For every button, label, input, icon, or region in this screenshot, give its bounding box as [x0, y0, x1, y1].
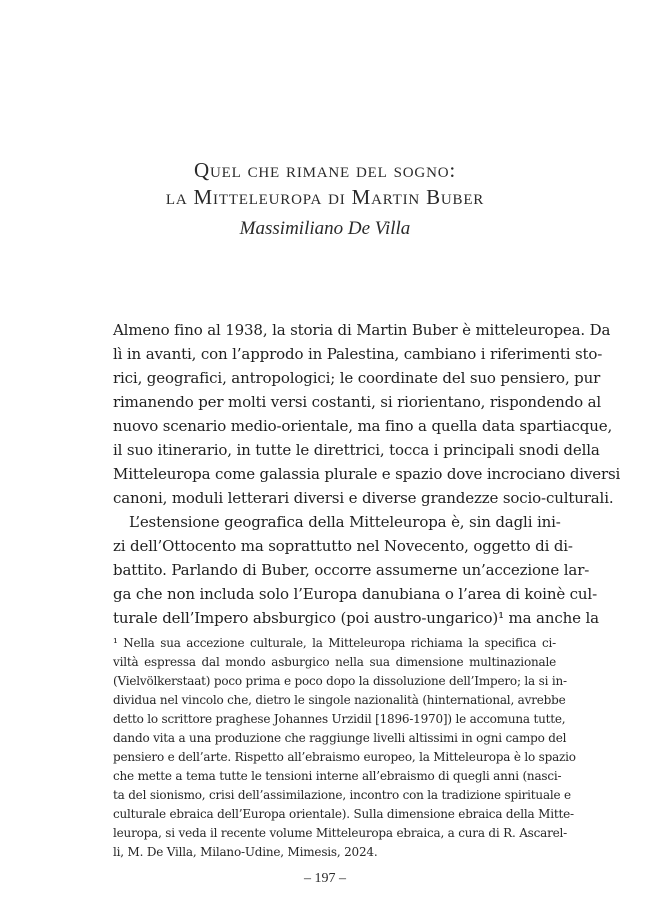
body-line: canoni, moduli letterari diversi e diverse grandezze socio-culturali.	[113, 489, 614, 507]
body-line: turale dell’Impero absburgico (poi austro-ungarico)¹ ma anche la	[113, 609, 599, 627]
footnote-line: li, M. De Villa, Milano-Udine, Mimesis, 2024.	[113, 845, 378, 859]
footnote-line: dividua nel vincolo che, dietro le singole nazionalità (hinternational, avrebbe	[113, 693, 566, 707]
body-line: L’estensione geografica della Mitteleuropa è, sin dagli ini-	[129, 513, 561, 531]
body-line: zi dell’Ottocento ma soprattutto nel Novecento, oggetto di di-	[113, 537, 573, 555]
footnote-line: ta del sionismo, crisi dell’assimilazione, incontro con la tradizione spirituale e	[113, 788, 571, 802]
footnote-line: viltà espressa dal mondo asburgico nella sua dimensione multinazionale	[113, 655, 556, 669]
body-line: Mitteleuropa come galassia plurale e spazio dove incrociano diversi	[113, 465, 621, 483]
page-number: – 197 –	[304, 871, 346, 886]
body-line: ga che non includa solo l’Europa danubiana o l’area di koinè cul-	[113, 585, 597, 603]
footnote-line: culturale ebraica dell’Europa orientale). Sulla dimensione ebraica della Mitte-	[113, 807, 574, 821]
body-line: rimanendo per molti versi costanti, si riorientano, rispondendo al	[113, 393, 602, 411]
body-line: rici, geografici, antropologici; le coordinate del suo pensiero, pur	[113, 369, 601, 387]
footnote-line: dando vita a una produzione che raggiunge livelli altissimi in ogni campo del	[113, 731, 567, 745]
footnote-line: ¹ Nella sua accezione culturale, la Mitteleuropa richiama la specifica ci-	[113, 636, 556, 650]
chapter-title-line-1: Quel che rimane del sogno:	[194, 158, 456, 182]
chapter-author: Massimiliano De Villa	[239, 218, 411, 239]
footnote-line: detto lo scrittore praghese Johannes Urzidil [1896-1970]) le accomuna tutte,	[113, 712, 566, 726]
footnote-line: pensiero e dell’arte. Rispetto all’ebraismo europeo, la Mitteleuropa è lo spazio	[113, 750, 576, 764]
body-line: battito. Parlando di Buber, occorre assumerne un’accezione lar-	[113, 561, 590, 579]
footnote-line: leuropa, si veda il recente volume Mitteleuropa ebraica, a cura di R. Ascarel-	[113, 826, 568, 840]
footnote-line: che mette a tema tutte le tensioni interne all’ebraismo di quegli anni (nasci-	[113, 769, 562, 783]
body-line: nuovo scenario medio-orientale, ma fino a quella data spartiacque,	[113, 417, 613, 435]
footnote-line: (Vielvölkerstaat) poco prima e poco dopo la dissoluzione dell’Impero; la si in-	[113, 674, 567, 688]
body-line: il suo itinerario, in tutte le direttrici, tocca i principali snodi della	[113, 441, 600, 459]
chapter-title-line-2: la Mitteleuropa di Martin Buber	[165, 185, 485, 209]
body-line: Almeno fino al 1938, la storia di Martin Buber è mitteleuropea. Da	[113, 321, 611, 339]
body-line: lì in avanti, con l’approdo in Palestina, cambiano i riferimenti sto-	[113, 345, 603, 363]
